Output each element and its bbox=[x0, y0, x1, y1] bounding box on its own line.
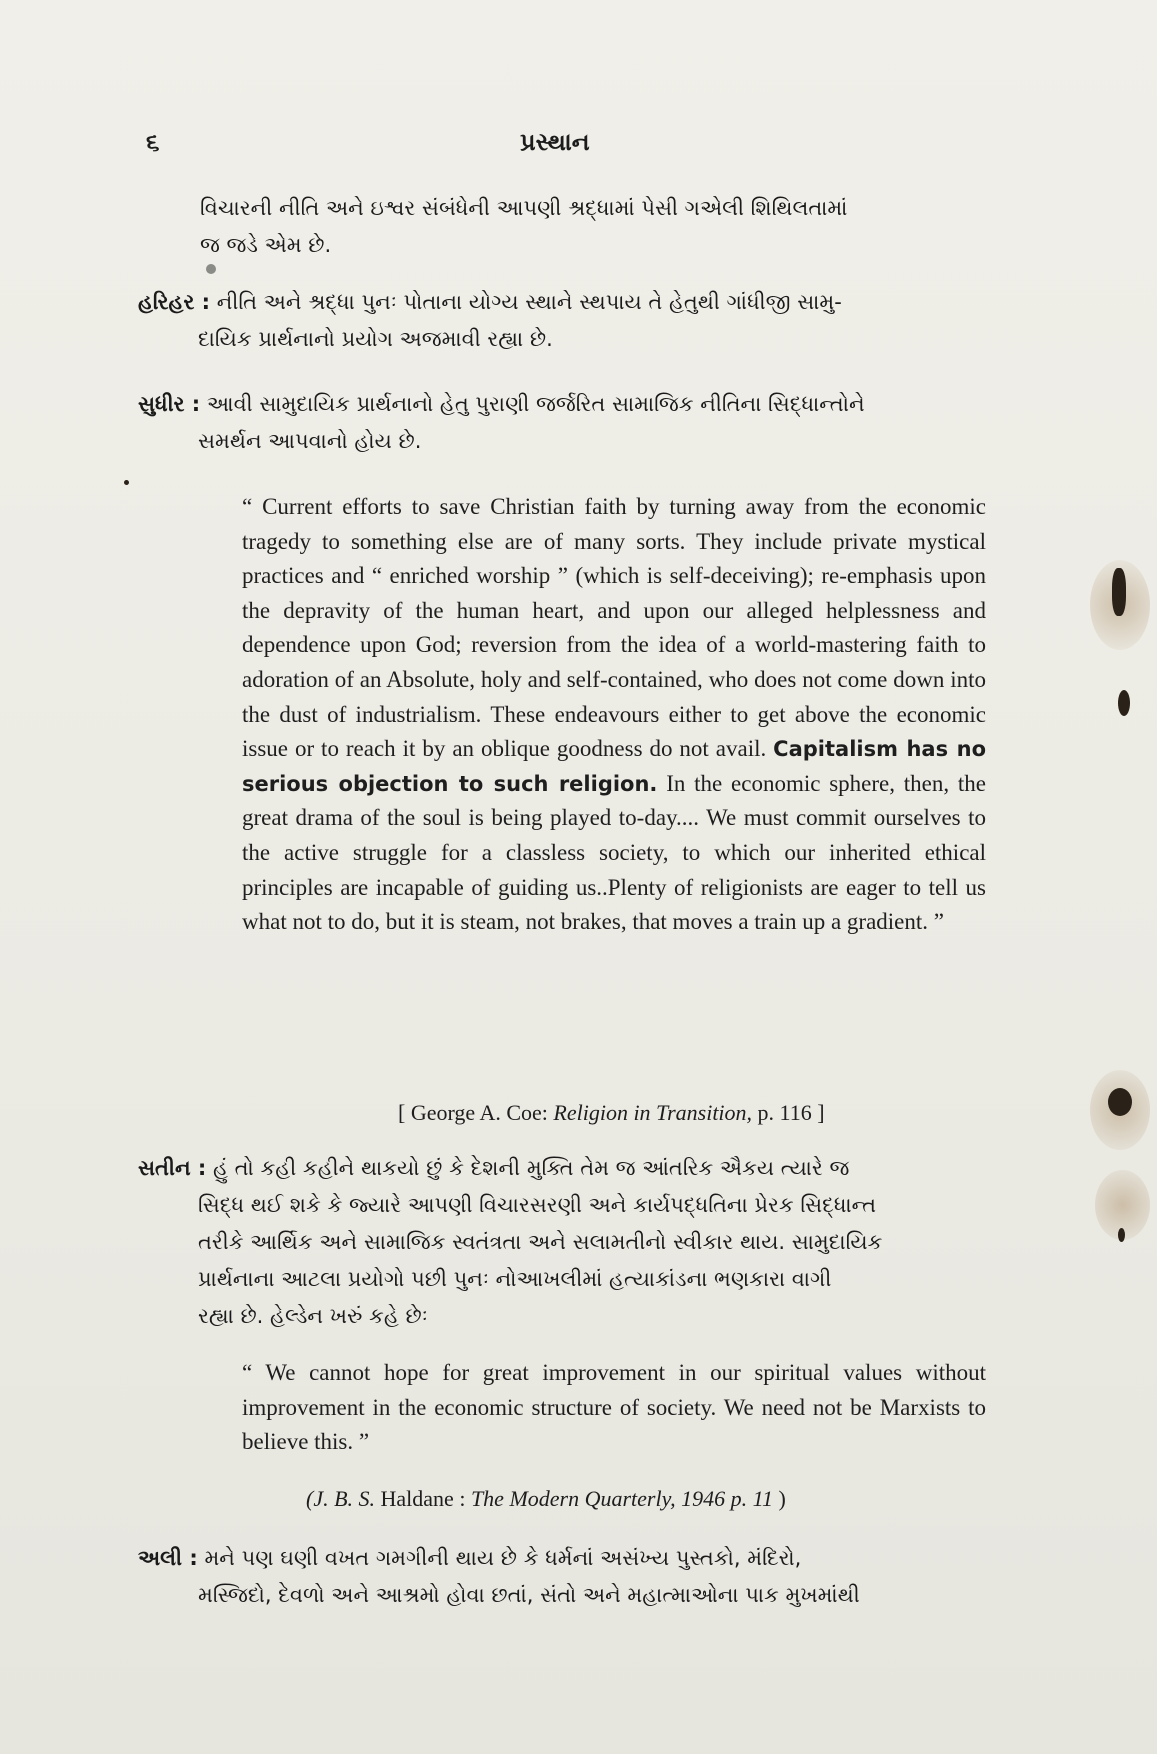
quote-coe bbox=[242, 490, 986, 940]
citation-haldane-author: Haldane : bbox=[380, 1486, 466, 1511]
quote-coe-bold: Capitalism has no serious objection to such religion. bbox=[242, 737, 986, 796]
ink-spot bbox=[1108, 1088, 1132, 1116]
satin-paragraph bbox=[138, 1150, 1018, 1335]
running-title: પ્રસ્થાન bbox=[520, 128, 590, 156]
ink-spot bbox=[1118, 690, 1130, 716]
satin-line-4: પ્રાર્થનાના આટલા પ્રયોગો પછી પુનઃ નોઆખલીમાં હત્યાકાંડના ભણકારા વાગી bbox=[198, 1267, 832, 1291]
satin-line-1: હું તો કહી કહીને થાકયો છું કે દેશની મુક્તિ તેમ જ આંતરિક ઐકય ત્યારે જ bbox=[212, 1156, 850, 1180]
citation-haldane-close: ) bbox=[778, 1486, 786, 1511]
ali-line-1: મને પણ ઘણી વખત ગમગીની થાય છે કે ધર્મનાં અસંખ્ય પુસ્તકો, મંદિરો, bbox=[204, 1546, 802, 1570]
quote-haldane bbox=[242, 1356, 986, 1460]
sudhir-line-2: સમર્થન આપવાનો હોય છે. bbox=[198, 429, 422, 453]
citation-haldane-work: The Modern Quarterly, 1946 p. 11 bbox=[470, 1486, 774, 1511]
quote-coe-text-b: In the economic sphere, then, the great drama of the soul is being played to-day.... We must commit ourselves to the active struggle for a classless society, to which our inherited ethical principles are incapable of guiding us..Plenty of religionists are eager to tell us what not to do, but it is steam, not brakes, that moves a train up a gradient. ” bbox=[242, 770, 987, 935]
ink-dot bbox=[124, 480, 129, 485]
ink-dot bbox=[206, 264, 216, 274]
sudhir-paragraph bbox=[138, 386, 1018, 460]
quote-haldane-text: “ We cannot hope for great improvement in our spiritual values without improvement in the economic structure of society. We need not be Marxists to believe this. ” bbox=[242, 1360, 986, 1455]
ink-spot bbox=[1112, 568, 1126, 616]
ali-line-2: મસ્જિદો, દેવળો અને આશ્રમો હોવા છતાં, સંતો અને મહાત્માઓના પાક મુખમાંથી bbox=[198, 1583, 860, 1607]
page-number: ૬ bbox=[146, 128, 160, 156]
quote-coe-text-a: “ Current efforts to save Christian faith by turning away from the economic tragedy to something else are of many sorts. They include private mystical practices and “ enriched worship ” (which is self-deceiving); re-emphasis upon the depravity of the human heart, and upon our alleged helplessness and dependence upon God; reversion from the idea of a world-mastering faith to adoration of an Absolute, holy and self-contained, who does not come down into the dust of industrialism. These endeavours either to get above the economic issue or to reach it by an oblique goodness do not avail. bbox=[242, 494, 986, 762]
speaker-satin: સતીન : bbox=[138, 1156, 207, 1180]
satin-line-5: રહ્યા છે. હેલ્ડેન ખરું કહે છેઃ bbox=[198, 1304, 428, 1328]
citation-coe-work: Religion in Transition, bbox=[553, 1100, 753, 1125]
citation-coe-author: [ George A. Coe: bbox=[398, 1100, 548, 1125]
sudhir-line-1: આવી સામુદાયિક પ્રાર્થનાનો હેતુ પુરાણી જર્જરિત સામાજિક નીતિના સિદ્ધાન્તોને bbox=[206, 392, 865, 416]
speaker-ali: અલી : bbox=[138, 1546, 198, 1570]
citation-haldane-initials: (J. B. S. bbox=[306, 1486, 376, 1511]
citation-haldane bbox=[306, 1486, 786, 1512]
intro-paragraph bbox=[200, 190, 1020, 264]
satin-line-2: સિદ્ધ થઈ શકે કે જ્યારે આપણી વિચારસરણી અને કાર્યપદ્ધતિના પ્રેરક સિદ્ધાન્ત bbox=[198, 1193, 877, 1217]
citation-coe-page: p. 116 ] bbox=[757, 1100, 825, 1125]
harihar-line-2: દાયિક પ્રાર્થનાનો પ્રયોગ અજમાવી રહ્યા છે. bbox=[198, 327, 553, 351]
intro-line-2: જ જડે એમ છે. bbox=[200, 233, 332, 257]
ink-spot bbox=[1118, 1228, 1125, 1242]
satin-line-3: તરીકે આર્થિક અને સામાજિક સ્વતંત્રતા અને સલામતીનો સ્વીકાર થાય. સામુદાયિક bbox=[198, 1230, 883, 1254]
ali-paragraph bbox=[138, 1540, 1018, 1614]
citation-coe bbox=[398, 1100, 825, 1126]
speaker-sudhir: સુધીર : bbox=[138, 392, 201, 416]
harihar-paragraph bbox=[138, 284, 1018, 358]
speaker-harihar: હરિહર : bbox=[138, 290, 211, 314]
harihar-line-1: નીતિ અને શ્રદ્ધા પુનઃ પોતાના યોગ્ય સ્થાને સ્થપાય તે હેતુથી ગાંધીજી સામુ- bbox=[216, 290, 842, 314]
intro-line-1: વિચારની નીતિ અને ઇશ્વર સંબંધેની આપણી શ્રદ્ધામાં પેસી ગએલી શિથિલતામાં bbox=[200, 196, 848, 220]
